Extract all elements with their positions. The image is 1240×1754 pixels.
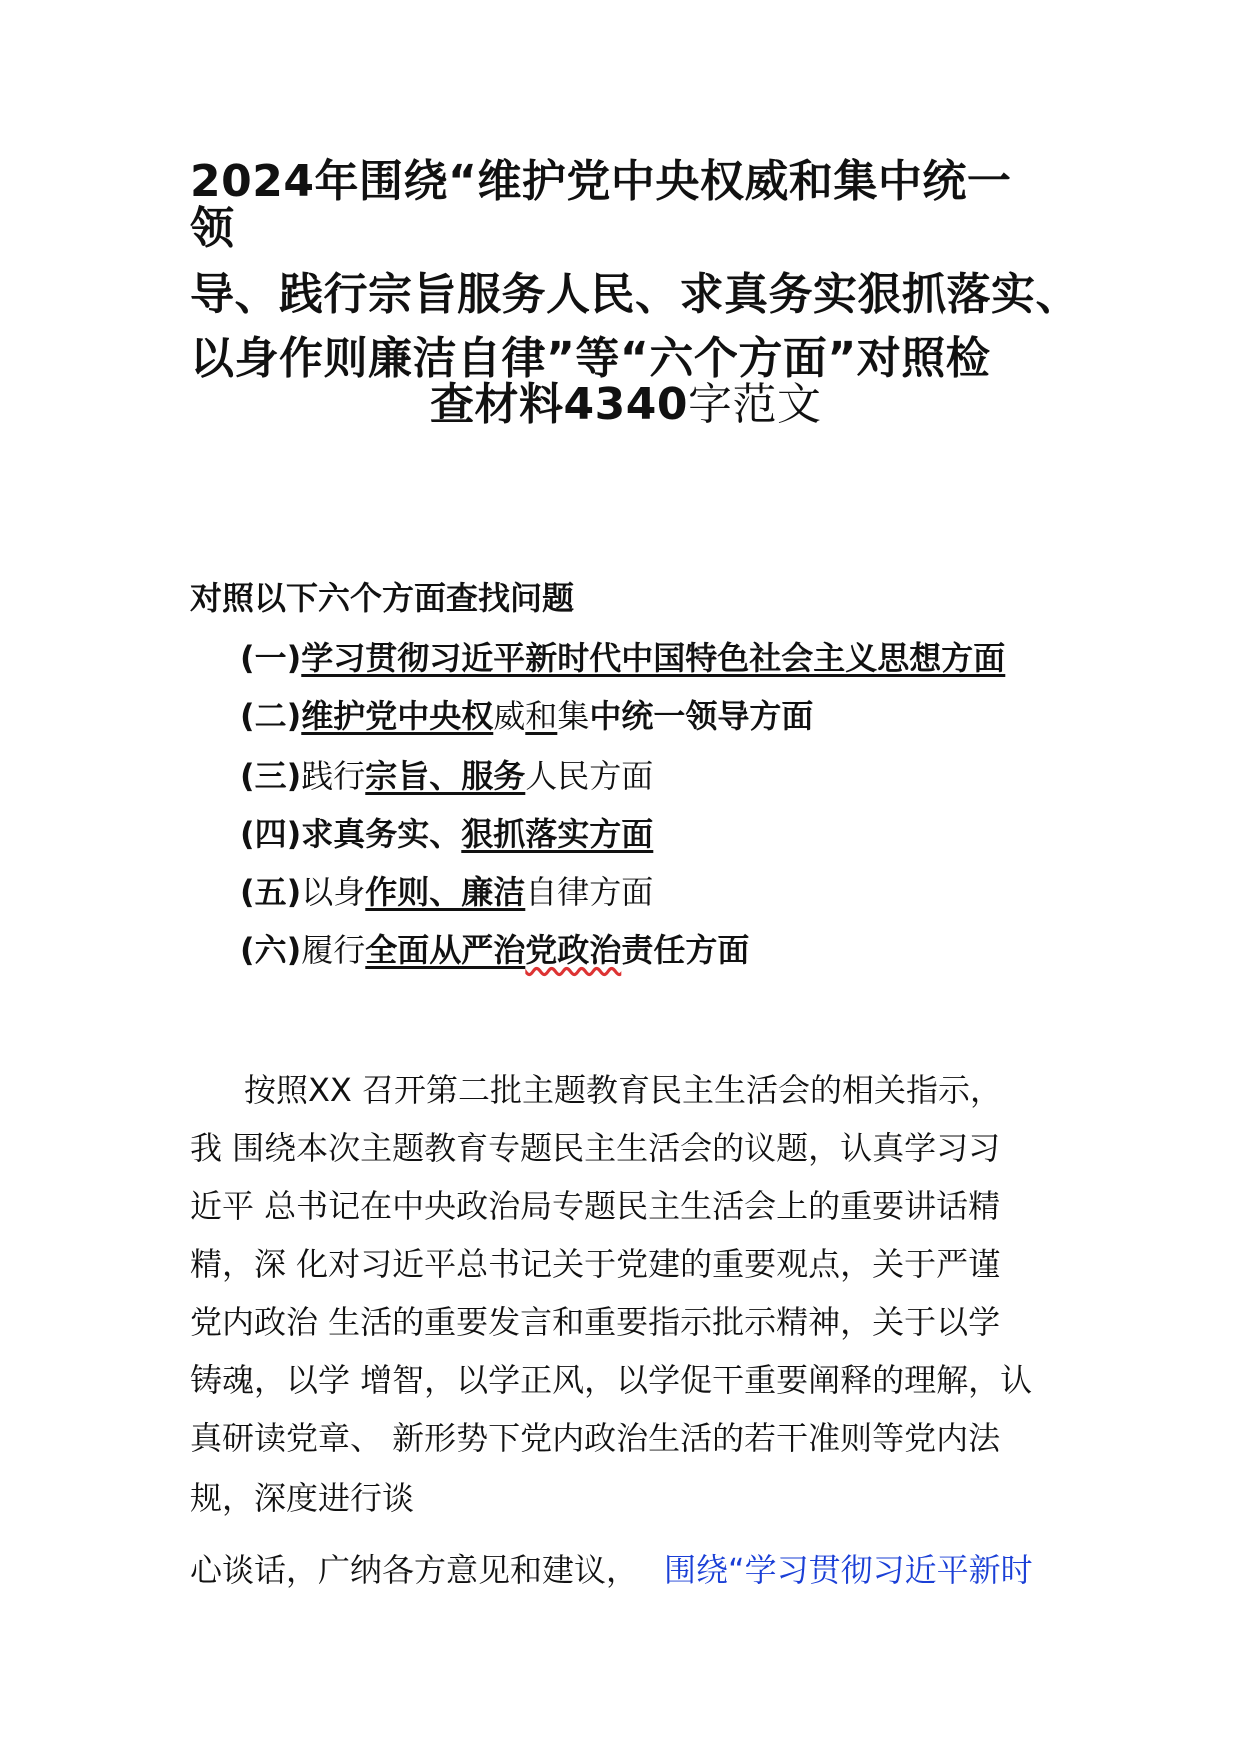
aspect-number: (四) [240, 815, 302, 853]
body-paragraph-line: 近平 总书记在中央政治局专题民主生活会上的重要讲话精 [190, 1187, 1001, 1225]
body-paragraph-line: 我 围绕本次主题教育专题民主生活会的议题，认真学习习 [190, 1129, 1001, 1167]
aspect-text-spellcheck: 党政治 [525, 931, 622, 969]
aspect-text: 以身 [301, 873, 366, 911]
aspect-number: (五) [240, 873, 302, 911]
aspect-number: (三) [240, 757, 302, 795]
title-bold-part: 查材料4340 [430, 379, 688, 430]
aspect-number: (六) [240, 931, 302, 969]
aspect-item-3 [240, 752, 653, 800]
aspect-text: 集 [557, 697, 590, 735]
aspect-text: 践行 [301, 757, 366, 795]
document-title-line-4: 以身作则廉洁自律”等“六个方面”对照检 [190, 333, 991, 384]
aspect-item-4 [240, 810, 653, 858]
aspect-item-6 [240, 926, 749, 974]
aspect-text: 狠抓落实方面 [461, 815, 654, 853]
document-title-line-1: 2024年围绕“维护党中央权威和集中统一 [190, 156, 1012, 207]
aspect-text: 履行 [301, 931, 366, 969]
body-paragraph-line: 铸魂，以学 增智，以学正风，以学促干重要阐释的理解，认 [190, 1361, 1033, 1399]
body-paragraph-line: 规，深度进行谈 [190, 1479, 415, 1517]
aspect-text: 中统一领导方面 [589, 697, 814, 735]
body-paragraph-line: 精，深 化对习近平总书记关于党建的重要观点，关于严谨 [190, 1245, 1001, 1283]
aspect-text: 作则、廉洁 [365, 873, 526, 911]
body-text: 心谈话，广纳各方意见和建议， [190, 1551, 639, 1589]
aspect-item-2 [240, 692, 813, 740]
title-regular-part: 字范文 [687, 379, 822, 430]
aspect-text: 宗旨、服务 [365, 757, 526, 795]
aspect-text: 求真务实、 [301, 815, 462, 853]
aspect-number: (二) [240, 697, 302, 735]
aspect-text: 威 [493, 697, 526, 735]
body-paragraph-line: 真研读党章、 新形势下党内政治生活的若干准则等党内法 [190, 1419, 1001, 1457]
aspect-text: 全面从严治 [365, 931, 526, 969]
section-heading: 对照以下六个方面查找问题 [190, 579, 575, 617]
aspect-text: 自律方面 [525, 873, 654, 911]
aspect-number: (一) [240, 639, 302, 677]
document-title-line-3: 导、践行宗旨服务人民、求真务实狠抓落实、 [190, 269, 1080, 320]
aspect-text: 人民方面 [525, 757, 654, 795]
body-paragraph-line: 党内政治 生活的重要发言和重要指示批示精神，关于以学 [190, 1303, 1001, 1341]
body-paragraph-line: 按照XX 召开第二批主题教育民主生活会的相关指示， [244, 1071, 1003, 1109]
aspect-text: 学习贯彻习近平新时代中国特色社会主义思想方面 [301, 639, 1006, 677]
aspect-text: 和 [525, 697, 558, 735]
aspect-text: 责任方面 [621, 931, 750, 969]
hyperlink-text[interactable]: 围绕“学习贯彻习近平新时 [664, 1551, 1033, 1589]
document-title-line-5 [430, 373, 1240, 437]
document-title-line-2: 领 [190, 203, 235, 254]
body-paragraph-line [190, 1546, 1033, 1594]
aspect-text: 维护党中央权 [301, 697, 494, 735]
aspect-item-5 [240, 868, 653, 916]
aspect-item-1 [240, 634, 1005, 682]
